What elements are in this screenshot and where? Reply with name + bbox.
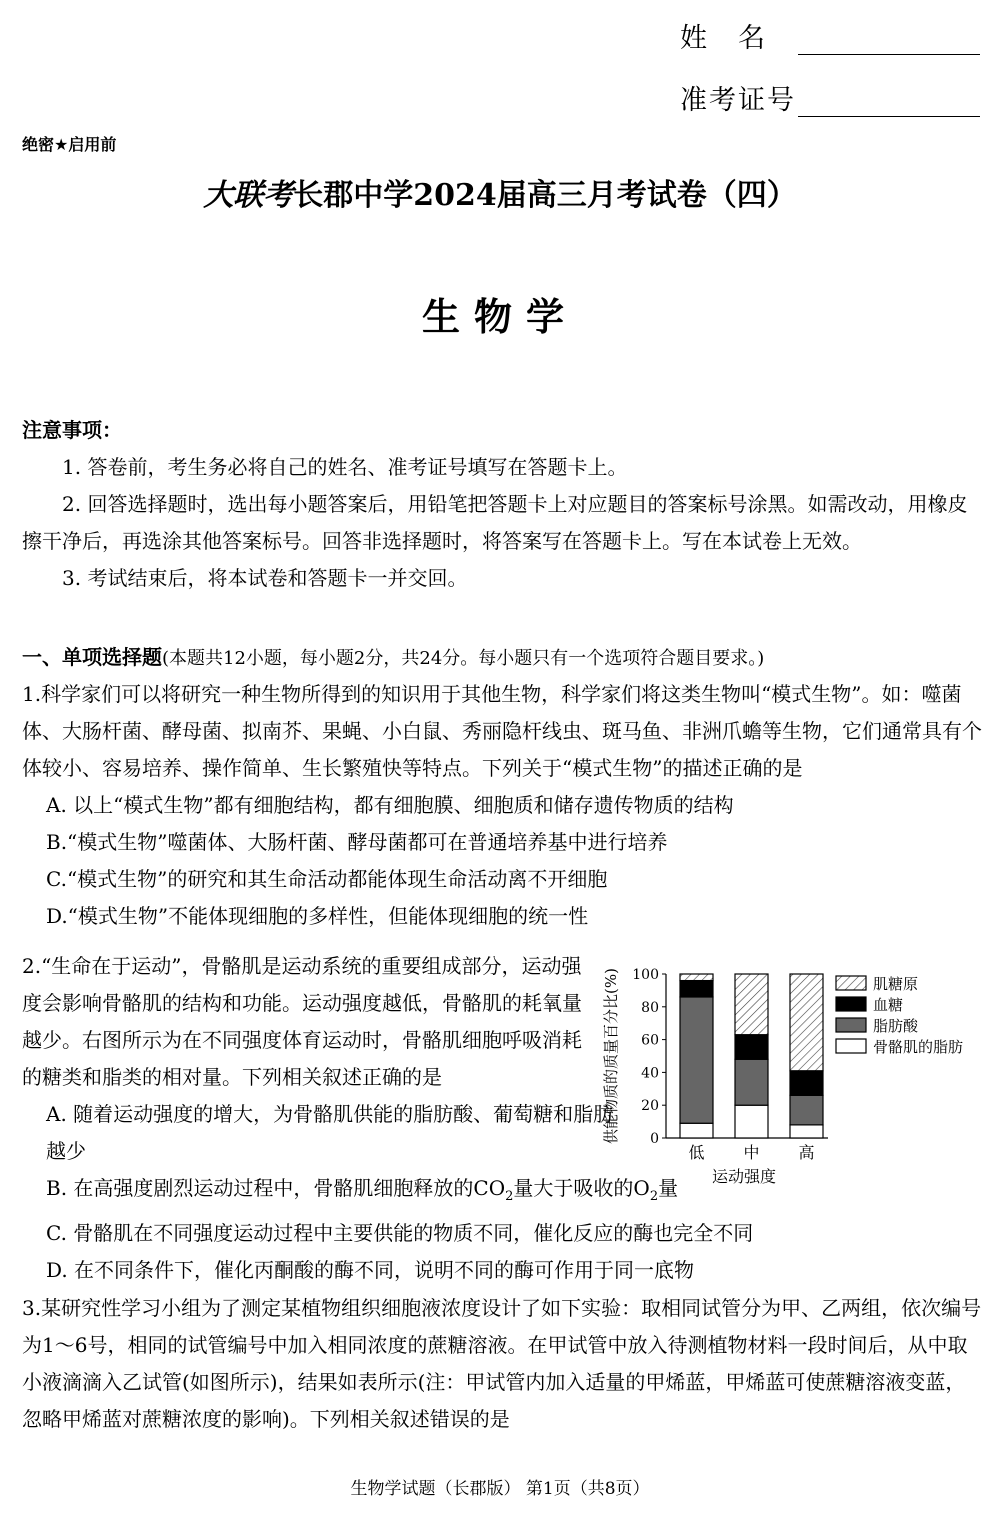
notice-item-1: 1. 答卷前，考生务必将自己的姓名、准考证号填写在答题卡上。	[62, 455, 628, 479]
notice-heading: 注意事项：	[22, 418, 122, 442]
question-2-stem: 2.“生命在于运动”，骨骼肌是运动系统的重要组成部分，运动强度会影响骨骼肌的结构和功能。运动强度越低，骨骼肌的耗氧量越少。右图所示为在不同强度体育运动时，骨骼肌细胞呼吸消耗的糖类和脂类的相对量。下列相关叙述正确的是	[22, 954, 582, 1089]
id-field	[680, 78, 980, 117]
bar-segment	[680, 974, 713, 981]
y-axis-label: 供能物质的质量百分比(%)	[602, 968, 620, 1144]
notice-block	[22, 412, 982, 597]
bar-segment	[790, 1071, 823, 1096]
bar-segment	[735, 1059, 768, 1105]
bar-segment	[735, 1035, 768, 1060]
energy-source-chart	[596, 950, 996, 1190]
x-tick-label: 高	[798, 1143, 815, 1162]
y-tick-label: 80	[641, 999, 659, 1016]
legend-label: 肌糖原	[873, 975, 919, 993]
question-2-option-b: B. 在高强度剧烈运动过程中，骨骼肌细胞释放的$CO_2$量大于吸收的$O_2$量	[46, 1176, 679, 1204]
exam-title-text: 长郡中学2024届高三月考试卷（四）	[293, 178, 797, 213]
legend-swatch	[836, 976, 866, 990]
name-label: 姓 名	[680, 23, 767, 54]
question-1-stem: 1.科学家们可以将研究一种生物所得到的知识用于其他生物，科学家们将这类生物叫“模式生物”。如：噬菌体、大肠杆菌、酵母菌、拟南芥、果蝇、小白鼠、秀丽隐杆线虫、斑马鱼、非洲爪蟾等生物，它们通常具有个体较小、容易培养、操作简单、生长繁殖快等特点。下列关于“模式生物”的描述正确的是	[22, 682, 982, 780]
legend-swatch	[836, 1039, 866, 1053]
id-blank[interactable]	[798, 86, 980, 117]
bar-segment	[790, 1095, 823, 1125]
y-tick-label: 100	[632, 967, 659, 983]
question-2-option-c: C. 骨骼肌在不同强度运动过程中主要供能的物质不同，催化反应的酶也完全不同	[46, 1221, 754, 1245]
section-desc: (本题共12小题，每小题2分，共24分。每小题只有一个选项符合题目要求。)	[162, 648, 765, 669]
question-2-option-a: A. 随着运动强度的增大，为骨骼肌供能的脂肪酸、葡萄糖和脂肪越少	[46, 1102, 614, 1163]
x-tick-label: 中	[743, 1143, 760, 1162]
bar-segment	[790, 1125, 823, 1138]
page-footer: 生物学试题（长郡版） 第1页（共8页）	[350, 1479, 650, 1499]
question-2-option-d: D. 在不同条件下，催化丙酮酸的酶不同，说明不同的酶可作用于同一底物	[46, 1258, 695, 1282]
notice-item-2: 2. 回答选择题时，选出每小题答案后，用铅笔把答题卡上对应题目的答案标号涂黑。如需改动，用橡皮擦干净后，再选涂其他答案标号。回答非选择题时，将答案写在答题卡上。写在本试卷上无效。	[22, 492, 968, 553]
legend-swatch	[836, 997, 866, 1011]
notice-item-3: 3. 考试结束后，将本试卷和答题卡一并交回。	[62, 566, 468, 590]
y-tick-label: 0	[650, 1131, 659, 1147]
y-tick-label: 60	[641, 1032, 659, 1049]
section-title: 一、单项选择题	[22, 645, 162, 669]
x-axis-label: 运动强度	[711, 1167, 777, 1186]
question-1-option-b: B.“模式生物”噬菌体、大肠杆菌、酵母菌都可在普通培养基中进行培养	[46, 830, 668, 854]
x-tick-label: 低	[688, 1143, 705, 1162]
bar-segment	[790, 974, 823, 1071]
id-label: 准考证号	[680, 85, 796, 116]
question-3	[22, 1290, 982, 1438]
y-tick-label: 40	[641, 1065, 659, 1082]
question-1-option-d: D.“模式生物”不能体现细胞的多样性，但能体现细胞的统一性	[46, 904, 589, 928]
subject-title: 生物学	[421, 295, 578, 339]
bar-segment	[735, 1105, 768, 1138]
bar-segment	[680, 1123, 713, 1138]
exam-brand: 大联考	[203, 178, 294, 213]
secret-mark: 绝密★启用前	[22, 135, 117, 154]
bar-segment	[680, 997, 713, 1123]
exam-title	[0, 170, 1000, 214]
legend-swatch	[836, 1018, 866, 1032]
section-heading	[22, 639, 982, 677]
legend-label: 骨骼肌的脂肪	[873, 1038, 964, 1056]
question-1-option-c: C.“模式生物”的研究和其生命活动都能体现生命活动离不开细胞	[46, 867, 608, 891]
bar-segment	[735, 974, 768, 1035]
bar-segment	[680, 981, 713, 997]
name-field	[680, 16, 980, 55]
question-1-option-a: A. 以上“模式生物”都有细胞结构，都有细胞膜、细胞质和储存遗传物质的结构	[46, 793, 734, 817]
legend-label: 血糖	[873, 996, 904, 1014]
name-blank[interactable]	[798, 24, 980, 55]
legend-label: 脂肪酸	[873, 1017, 919, 1035]
question-1	[22, 676, 982, 935]
question-3-stem: 3.某研究性学习小组为了测定某植物组织细胞液浓度设计了如下实验：取相同试管分为甲、乙两组，依次编号为1～6号，相同的试管编号中加入相同浓度的蔗糖溶液。在甲试管中放入待测植物材料一段时间后，从中取小液滴滴入乙试管(如图所示)，结果如表所示(注：甲试管内加入适量的甲烯蓝，甲烯蓝可使蔗糖溶液变蓝，忽略甲烯蓝对蔗糖浓度的影响)。下列相关叙述错误的是	[22, 1296, 982, 1431]
y-tick-label: 20	[641, 1098, 659, 1115]
